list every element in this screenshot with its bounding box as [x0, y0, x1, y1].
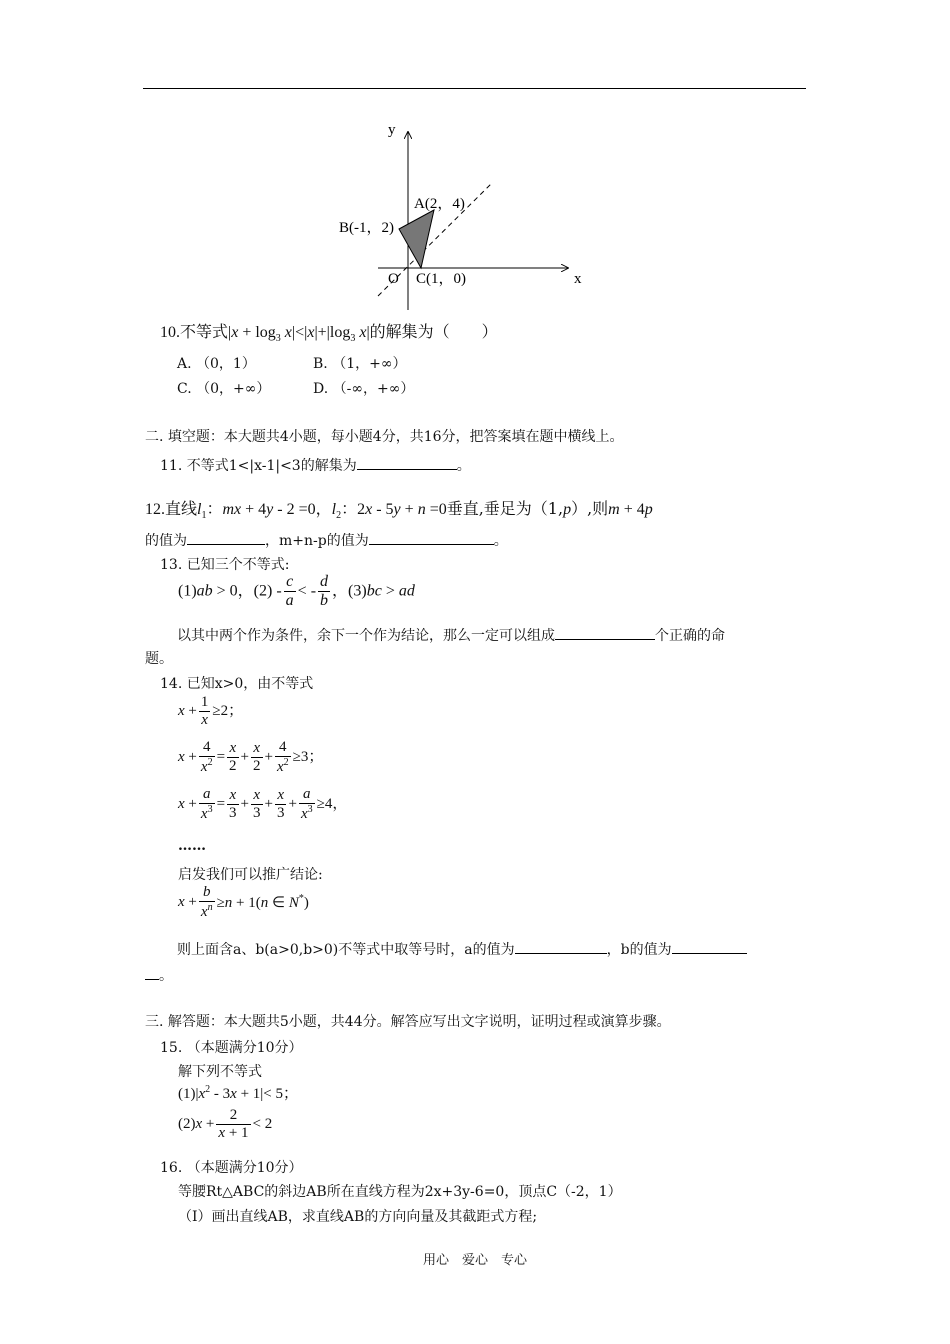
question-15-part1: $(1)|x^2 - 3x + 1|< 5$；	[178, 1084, 299, 1102]
question-12: 12.直线$l_1$：mx + 4y - 2 =0，$l_2$：2x - 5y + n =0垂直,垂足为（1,p）,则m + 4p	[145, 499, 653, 522]
point-a-label: A(2，4)	[414, 196, 465, 212]
option-d: D. （-∞，+∞）	[313, 381, 415, 397]
inequality-1: x + $\frac{1}{x}$ ≥2；	[178, 694, 244, 728]
question-16-line2: （I）画出直线AB，求直线AB的方向向量及其截距式方程;	[178, 1209, 538, 1225]
axis-x-label: x	[574, 271, 582, 287]
coordinate-figure	[330, 110, 600, 315]
origin-label: O	[388, 271, 399, 287]
question-12-line2: 的值为 ，m+n-p的值为 。	[145, 533, 508, 549]
general-inequality: x + $\frac{b}{x^n}$ ≥n + 1(n ∈ N*)	[178, 884, 309, 920]
question-14-final-end: 。	[145, 966, 173, 985]
point-b-label: B(-1，2)	[339, 220, 394, 236]
ellipsis: ……	[178, 838, 206, 854]
question-16-line1: 等腰Rt△ABC的斜边AB所在直线方程为2x+3y-6=0，顶点C（-2，1）	[178, 1184, 622, 1200]
header-rule	[143, 88, 806, 89]
question-14-conclusion: 启发我们可以推广结论:	[178, 867, 323, 883]
question-15-part2: (2)x + $\frac{2}{x + 1}$ < 2	[178, 1107, 273, 1141]
question-15-sub: 解下列不等式	[178, 1064, 262, 1080]
inequality-2: x + $\frac{4}{x^2}$ = $\frac{x}{2}$ + $\frac{x}{2}$ + $\frac{4}{x^2}$ ≥3；	[178, 739, 324, 775]
section-2-title: 二. 填空题：本大题共4小题，每小题4分，共16分，把答案填在题中横线上。	[145, 429, 624, 445]
section-3-title: 三. 解答题：本大题共5小题，共44分。解答应写出文字说明，证明过程或演算步骤。	[145, 1014, 671, 1030]
option-a: A. （0，1）	[177, 356, 256, 372]
question-13-line3: 题。	[145, 651, 173, 667]
question-16-head: 16. （本题满分10分）	[160, 1160, 303, 1176]
question-14-intro: 14. 已知x>0，由不等式	[160, 676, 314, 692]
question-14-final: 则上面含a、b(a>0,b>0)不等式中取等号时，a的值为 ，b的值为	[177, 940, 747, 959]
inequality-3: x + $\frac{a}{x^3}$ = $\frac{x}{3}$ + $\frac{x}{3}$ + $\frac{x}{3}$ + $\frac{a}{x^3}$ ≥4，	[178, 786, 348, 822]
question-13-inequalities: (1)ab > 0，(2) - $\frac{c}{a}$ < - $\frac{d}{b}$ ，(3)bc > ad	[178, 573, 415, 609]
question-11: 11. 不等式1<|x-1|<3的解集为 。	[160, 458, 471, 474]
point-c-label: C(1，0)	[416, 271, 466, 287]
option-c: C. （0，+∞）	[177, 381, 271, 397]
option-b: B. （1，+∞）	[313, 356, 407, 372]
question-13-intro: 13. 已知三个不等式:	[160, 557, 290, 573]
question-10: 10.不等式$|x + \log_3 x|<|x|+|\log_3$ x|的解集为（ ）	[160, 322, 498, 345]
triangle-abc	[399, 210, 434, 268]
axis-y-label: y	[388, 122, 396, 138]
question-13-line2: 以其中两个作为条件，余下一个作为结论，那么一定可以组成 个正确的命	[177, 628, 725, 644]
page-footer: 用心 爱心 专心	[422, 1253, 527, 1268]
question-15-head: 15. （本题满分10分）	[160, 1040, 303, 1056]
